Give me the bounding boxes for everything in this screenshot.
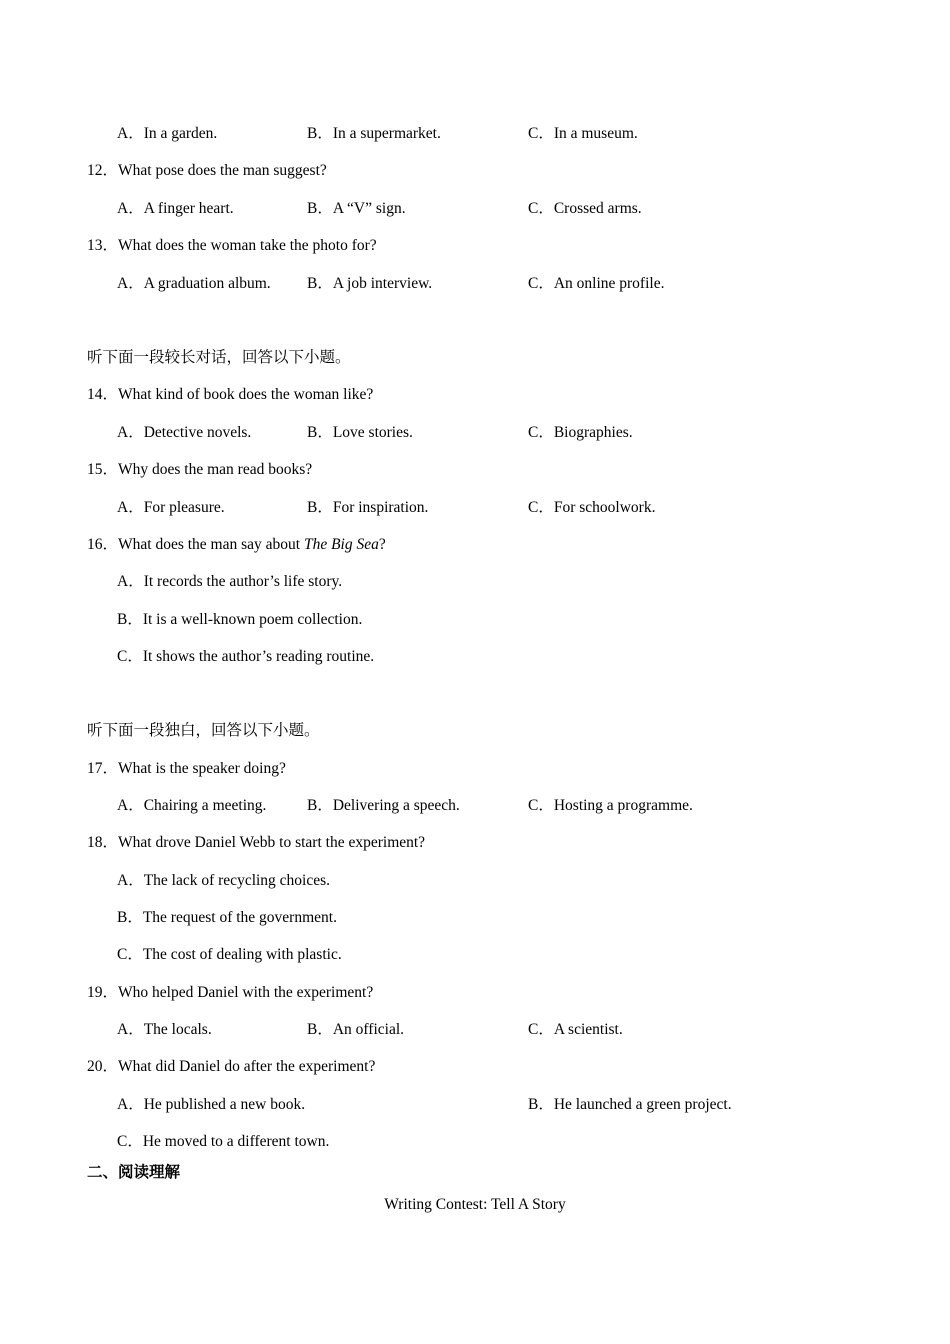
q18-option-c: C．The cost of dealing with plastic.	[117, 946, 342, 963]
q20-option-b: B．He launched a green project.	[528, 1096, 732, 1113]
q11-option-b: B．In a supermarket.	[307, 125, 441, 142]
q19-option-c: C．A scientist.	[528, 1021, 623, 1038]
q12-option-a: A．A finger heart.	[117, 200, 234, 217]
q11-option-c: C．In a museum.	[528, 125, 638, 142]
q19-option-b: B．An official.	[307, 1021, 405, 1038]
q15-option-a: A．For pleasure.	[117, 499, 225, 516]
q16-question-suffix: ?	[378, 536, 386, 553]
q18-option-b: B．The request of the government.	[117, 909, 337, 926]
q16-question-prefix: 16．What does the man say about	[87, 536, 304, 553]
q14-option-c: C．Biographies.	[528, 424, 633, 441]
q14-question: 14．What kind of book does the woman like?	[87, 386, 374, 403]
q17-option-c: C．Hosting a programme.	[528, 797, 693, 814]
q17-option-b: B．Delivering a speech.	[307, 797, 460, 814]
q20-option-a: A．He published a new book.	[117, 1096, 306, 1113]
q20-question: 20．What did Daniel do after the experiment?	[87, 1058, 376, 1075]
listening-instruction-dialogue: 听下面一段较长对话，回答以下小题。	[87, 349, 351, 366]
q19-question: 19．Who helped Daniel with the experiment?	[87, 984, 374, 1001]
q15-question: 15．Why does the man read books?	[87, 461, 313, 478]
section-heading-reading: 二、阅读理解	[87, 1164, 181, 1181]
q16-option-c: C．It shows the author’s reading routine.	[117, 648, 375, 665]
q19-option-a: A．The locals.	[117, 1021, 212, 1038]
q12-option-b: B．A “V” sign.	[307, 200, 406, 217]
q17-question: 17．What is the speaker doing?	[87, 760, 286, 777]
q17-option-a: A．Chairing a meeting.	[117, 797, 267, 814]
q14-option-b: B．Love stories.	[307, 424, 413, 441]
q13-option-b: B．A job interview.	[307, 275, 433, 292]
q13-option-c: C．An online profile.	[528, 275, 665, 292]
q12-option-c: C．Crossed arms.	[528, 200, 642, 217]
q18-question: 18．What drove Daniel Webb to start the experiment?	[87, 834, 426, 851]
q16-question	[87, 535, 386, 555]
q16-book-title: The Big Sea	[303, 536, 379, 553]
q13-option-a: A．A graduation album.	[117, 275, 271, 292]
q16-option-a: A．It records the author’s life story.	[117, 573, 343, 590]
q13-question: 13．What does the woman take the photo for?	[87, 237, 377, 254]
q14-option-a: A．Detective novels.	[117, 424, 252, 441]
q16-option-b: B．It is a well-known poem collection.	[117, 611, 363, 628]
q11-option-a: A．In a garden.	[117, 125, 218, 142]
listening-instruction-monologue: 听下面一段独白，回答以下小题。	[87, 722, 320, 739]
passage-title: Writing Contest: Tell A Story	[384, 1196, 566, 1213]
q20-option-c: C．He moved to a different town.	[117, 1133, 330, 1150]
q15-option-c: C．For schoolwork.	[528, 499, 656, 516]
q12-question: 12．What pose does the man suggest?	[87, 162, 327, 179]
q15-option-b: B．For inspiration.	[307, 499, 429, 516]
q18-option-a: A．The lack of recycling choices.	[117, 872, 331, 889]
